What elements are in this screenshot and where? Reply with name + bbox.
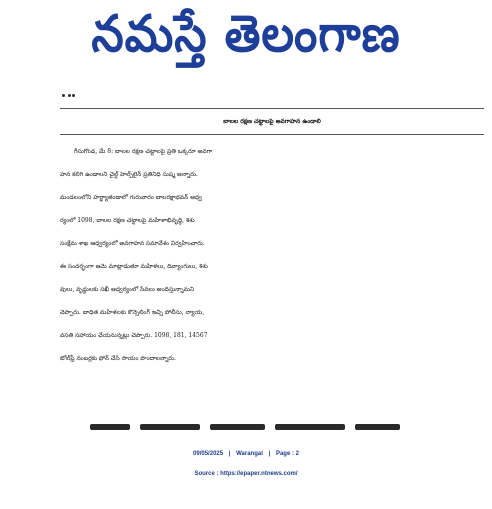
- article-line: టోల్‌ఫ్రీ నంబర్లకు ఫోన్ చేసి సాయం పొందాలన్నారు.: [60, 355, 176, 362]
- article-line: చెప్పారు. బాధిత మహిళలకు కౌన్సెలింగ్ ఇచ్చి పోలీసు, న్యాయ,: [60, 309, 205, 316]
- footer-source-line: [0, 464, 492, 484]
- masthead: [0, 0, 492, 80]
- article-line: హన కలిగి ఉండాలని చైల్డ్ హెల్ప్‌లైన్ ప్రతినిధి సుష్మ అన్నారు.: [60, 171, 198, 178]
- article-line: మండలంలోని హర్జ్యాతండాలో గురువారం బాలరక్షాభవన్ ఆధ్వ: [60, 194, 202, 201]
- footer-page: Page : 2: [275, 451, 299, 457]
- footer-date: 09/05/2025: [193, 451, 224, 457]
- cut-text-fragment-bottom: [90, 424, 430, 430]
- article-line: ఈ సందర్భంగా ఆమె మాట్లాడుతూ మహిళలు, దివ్యాంగులు, శిశు: [60, 263, 208, 270]
- footer-separator: |: [228, 451, 231, 457]
- footer-date-line: [0, 444, 492, 464]
- masthead-title: నమస్తే తెలంగాణ: [91, 3, 401, 64]
- article-line: వులు, వృద్ధులకు సఖీ ఆధ్వర్యంలో సేవలు అందిస్తున్నామని: [60, 286, 195, 293]
- article-body: [60, 140, 484, 370]
- clipping-footer: [0, 444, 492, 484]
- footer-separator: |: [268, 451, 271, 457]
- headline-rule-bottom: [60, 134, 484, 135]
- footer-source-label: Source :: [194, 471, 219, 477]
- article-line: వసతి సహాయం చేయనున్నట్లు చెప్పారు. 1098, 181, 14567: [60, 332, 208, 339]
- article-line: సంక్షేమ శాఖ ఆధ్వర్యంలో అవగాహన సమావేశం నిర్వహించారు.: [60, 240, 205, 247]
- headline-rule-top: [60, 108, 484, 109]
- footer-edition: Warangal: [236, 451, 263, 457]
- article-line: గీసుగొండ, మే 8: బాలల రక్షణ చట్టాలపై ప్రతి ఒక్కరూ అవగా: [74, 148, 213, 155]
- news-clipping: [60, 84, 484, 430]
- footer-source-link[interactable]: https://epaper.ntnews.com/: [220, 471, 298, 477]
- article-headline: బాలల రక్షణ చట్టాలపై అవగాహన ఉండాలి: [223, 118, 321, 125]
- cut-text-fragment-top: [62, 92, 76, 98]
- article-line: ర్యంలో 1098, బాలల రక్షణ చట్టాలపై మహిళాభివృద్ధి, శిశు: [60, 217, 195, 224]
